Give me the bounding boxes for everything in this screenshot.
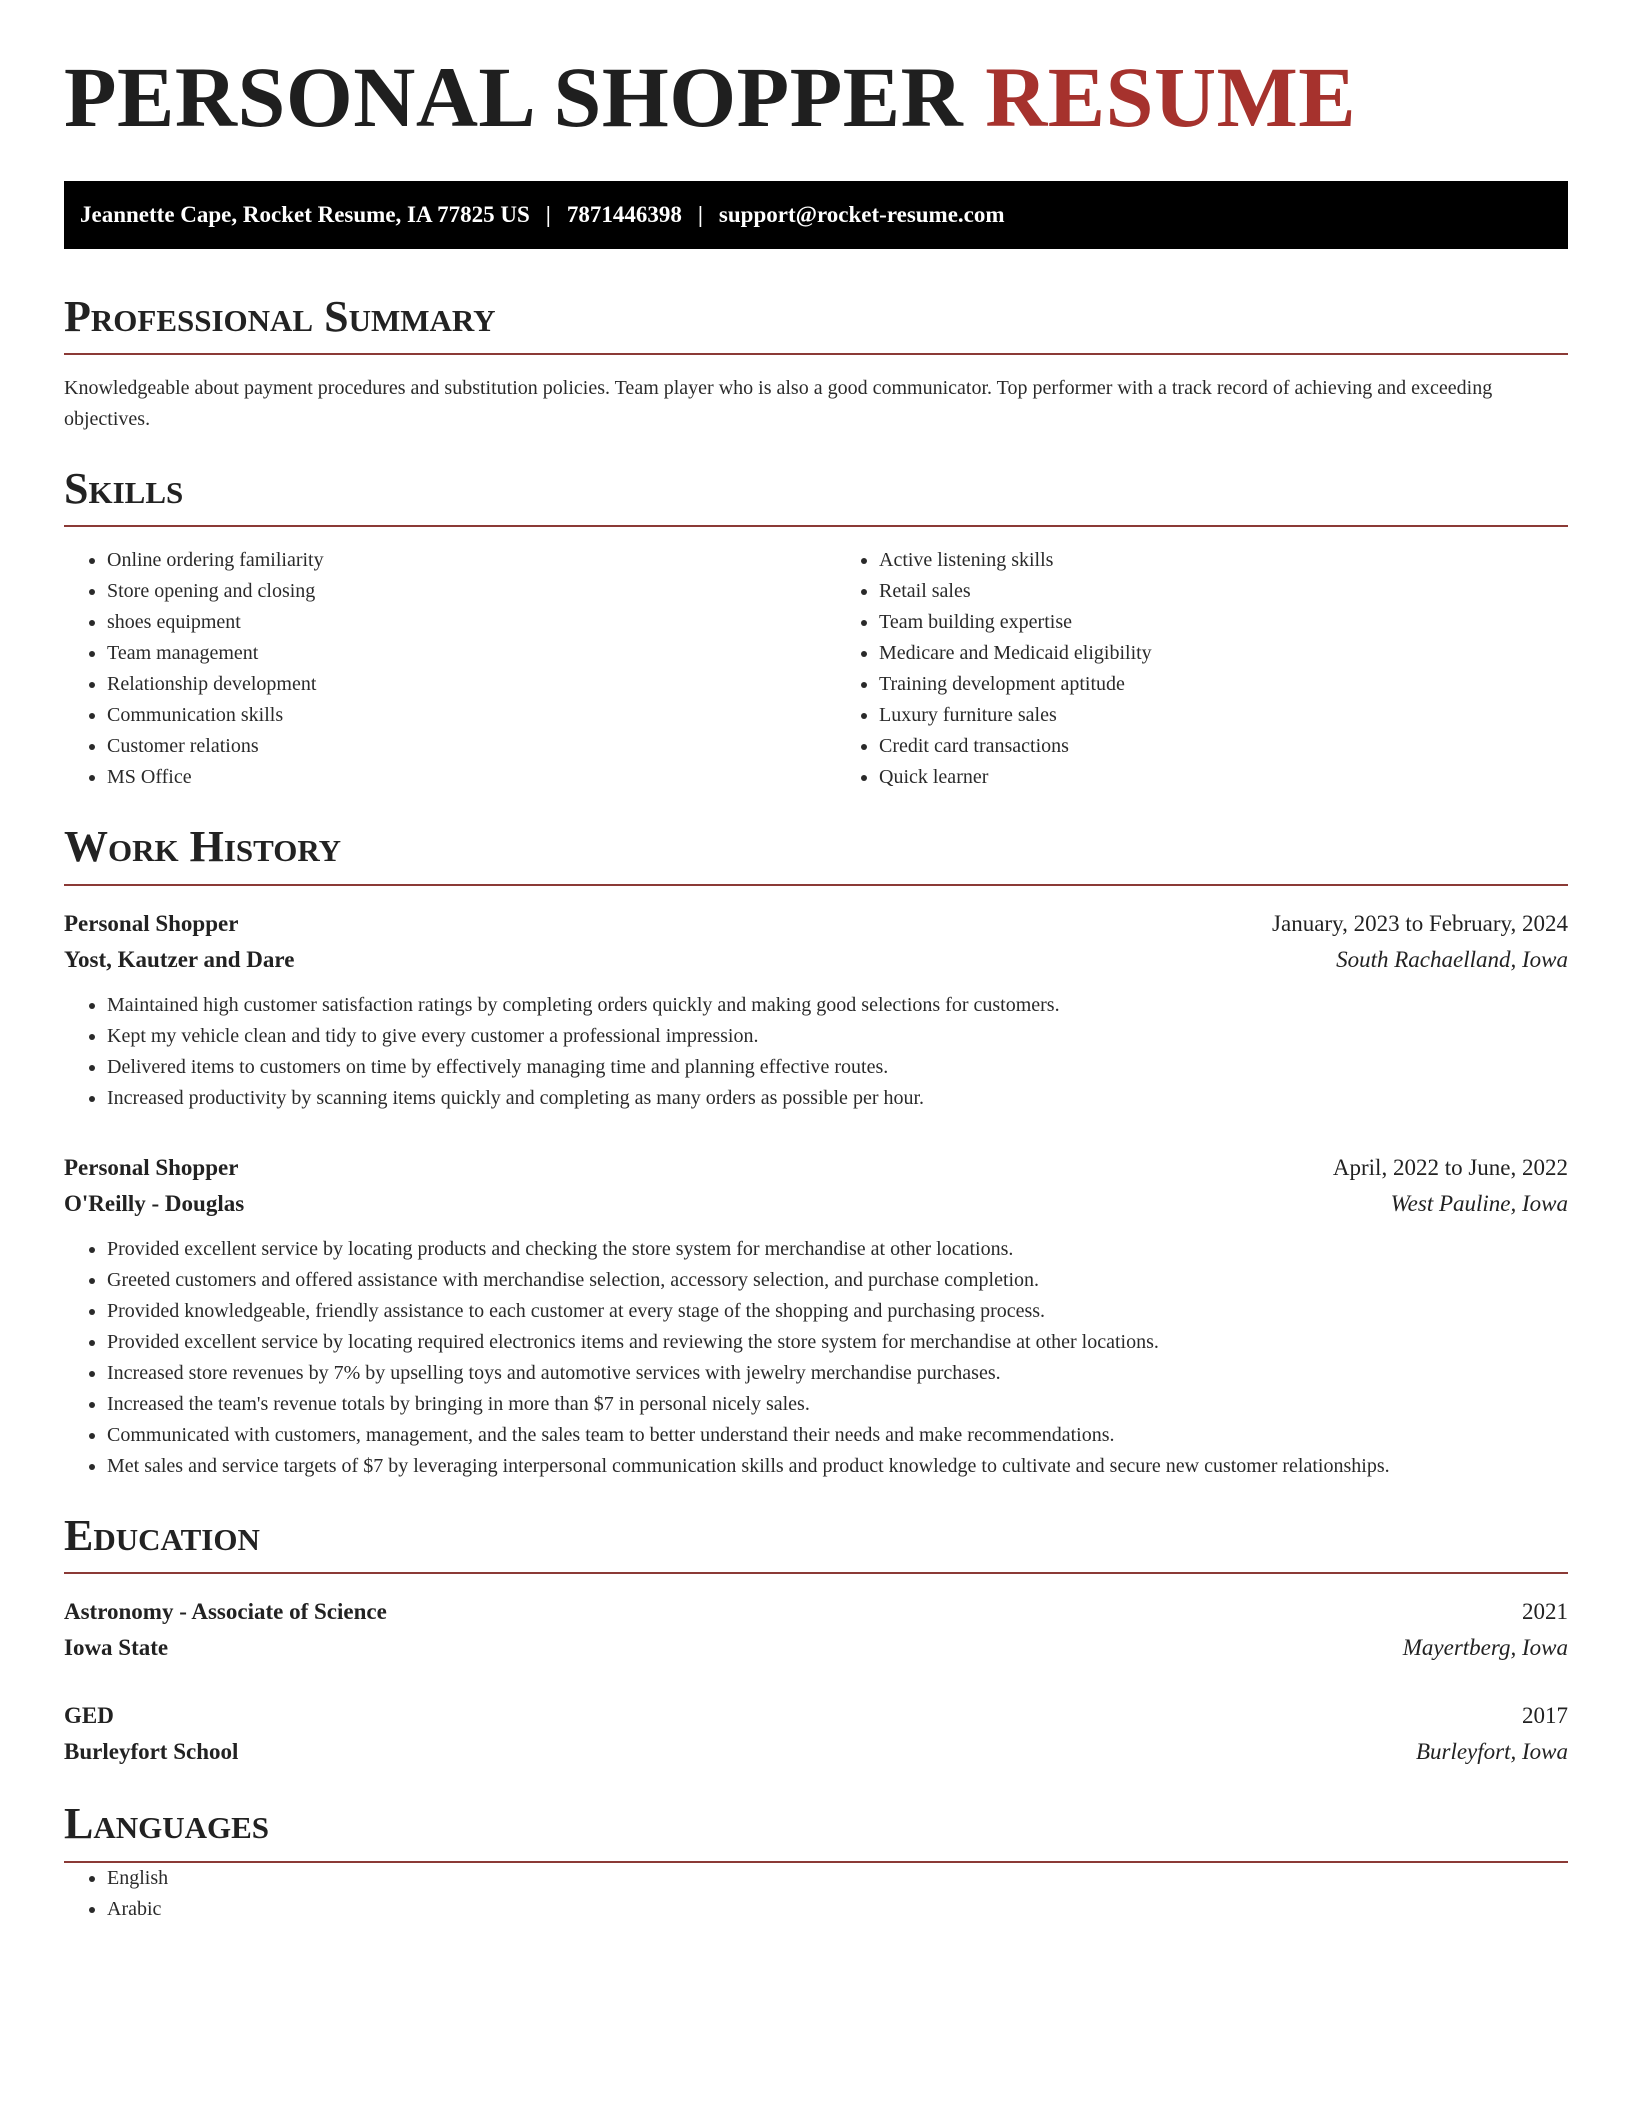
contact-address: Jeannette Cape, Rocket Resume, IA 77825 US (80, 201, 530, 227)
job-company-row (64, 1186, 1568, 1222)
languages-section (64, 1800, 1568, 1924)
skill-item: • Online ordering familiarity (107, 545, 796, 576)
job-duties-list (64, 1234, 1568, 1482)
language-item: • English (107, 1863, 1568, 1894)
education-entry (64, 1594, 1568, 1666)
skill-item: • Relationship development (107, 669, 796, 700)
job-header-row (64, 906, 1568, 942)
education-location: Mayertberg, Iowa (1402, 1635, 1568, 1661)
education-location: Burleyfort, Iowa (1415, 1739, 1568, 1765)
languages-heading: Languages (64, 1800, 1568, 1862)
skill-item: • Quick learner (879, 762, 1568, 793)
skill-item: • Active listening skills (879, 545, 1568, 576)
job-duty: • Increased the team's revenue totals by bringing in more than $7 in personal nicely sales. (107, 1389, 1568, 1420)
education-entry (64, 1698, 1568, 1770)
job-title: Personal Shopper (64, 910, 239, 936)
contact-phone: 7871446398 (566, 201, 682, 227)
job-entry (64, 1150, 1568, 1482)
title-accent: RESUME (985, 49, 1357, 145)
languages-list (64, 1863, 1568, 1925)
skills-grid (64, 545, 1568, 793)
job-header-row (64, 1150, 1568, 1186)
job-company: Yost, Kautzer and Dare (64, 946, 295, 972)
job-company-row (64, 942, 1568, 978)
job-duty: • Kept my vehicle clean and tidy to give every customer a professional impression. (107, 1021, 1568, 1052)
education-school: Burleyfort School (64, 1739, 239, 1765)
education-school-row (64, 1630, 1568, 1666)
job-duties-list (64, 990, 1568, 1114)
education-degree: Astronomy - Associate of Science (64, 1599, 387, 1625)
contact-email: support@rocket-resume.com (718, 201, 1005, 227)
job-duty: • Increased productivity by scanning items quickly and completing as many orders as possible per hour. (107, 1083, 1568, 1114)
job-dates: April, 2022 to June, 2022 (1332, 1154, 1568, 1180)
job-duty: • Maintained high customer satisfaction ratings by completing orders quickly and making good selections for customers. (107, 990, 1568, 1021)
education-year: 2017 (1522, 1703, 1568, 1729)
skill-item: • Store opening and closing (107, 576, 796, 607)
education-school: Iowa State (64, 1635, 169, 1661)
job-duty: • Delivered items to customers on time by effectively managing time and planning effective routes. (107, 1052, 1568, 1083)
contact-separator: | (697, 201, 703, 227)
skill-item: • MS Office (107, 762, 796, 793)
skill-item: • Credit card transactions (879, 731, 1568, 762)
skills-heading: Skills (64, 465, 1568, 527)
contact-separator: | (545, 201, 551, 227)
job-duty: • Provided excellent service by locating required electronics items and reviewing the store system for merchandise at other locations. (107, 1327, 1568, 1358)
summary-text: Knowledgeable about payment procedures and substitution policies. Team player who is also a good communicator. Top performer with a track record of achieving and exceeding objectives. (64, 376, 1493, 430)
education-school-row (64, 1734, 1568, 1770)
job-company: O'Reilly - Douglas (64, 1190, 245, 1216)
title-main: PERSONAL SHOPPER (64, 49, 964, 145)
skills-list-left (64, 545, 796, 793)
skill-item: • Team management (107, 638, 796, 669)
job-duty: • Provided excellent service by locating products and checking the store system for merchandise at other locations. (107, 1234, 1568, 1265)
job-duty: • Provided knowledgeable, friendly assistance to each customer at every stage of the shopping and purchasing process. (107, 1296, 1568, 1327)
skill-item: • Retail sales (879, 576, 1568, 607)
skill-item: • Luxury furniture sales (879, 700, 1568, 731)
skill-item: • Communication skills (107, 700, 796, 731)
job-entry (64, 906, 1568, 1114)
resume-title (64, 50, 1568, 145)
education-year: 2021 (1522, 1599, 1568, 1625)
skill-item: • shoes equipment (107, 607, 796, 638)
summary-section (64, 293, 1568, 435)
skill-item: • Medicare and Medicaid eligibility (879, 638, 1568, 669)
language-item: • Arabic (107, 1894, 1568, 1925)
skill-item: • Training development aptitude (879, 669, 1568, 700)
job-duty: • Met sales and service targets of $7 by leveraging interpersonal communication skills and product knowledge to cultivate and secure new customer relationships. (107, 1451, 1568, 1482)
education-degree: GED (64, 1703, 114, 1729)
skills-section (64, 465, 1568, 793)
education-degree-row (64, 1698, 1568, 1734)
job-duty: • Communicated with customers, management, and the sales team to better understand their needs and make recommendations. (107, 1420, 1568, 1451)
skill-item: • Customer relations (107, 731, 796, 762)
summary-heading: Professional Summary (64, 293, 1568, 355)
work-history-section (64, 823, 1568, 1481)
contact-banner (64, 181, 1568, 249)
skills-list-right (836, 545, 1568, 793)
education-heading: Education (64, 1512, 1568, 1574)
job-location: South Rachaelland, Iowa (1336, 946, 1568, 972)
education-degree-row (64, 1594, 1568, 1630)
job-location: West Pauline, Iowa (1390, 1190, 1568, 1216)
job-title: Personal Shopper (64, 1154, 239, 1180)
work-history-heading: Work History (64, 823, 1568, 885)
skill-item: • Team building expertise (879, 607, 1568, 638)
job-duty: • Increased store revenues by 7% by upselling toys and automotive services with jewelry merchandise purchases. (107, 1358, 1568, 1389)
job-dates: January, 2023 to February, 2024 (1272, 910, 1568, 936)
job-duty: • Greeted customers and offered assistance with merchandise selection, accessory selection, and purchase completion. (107, 1265, 1568, 1296)
education-section (64, 1512, 1568, 1770)
